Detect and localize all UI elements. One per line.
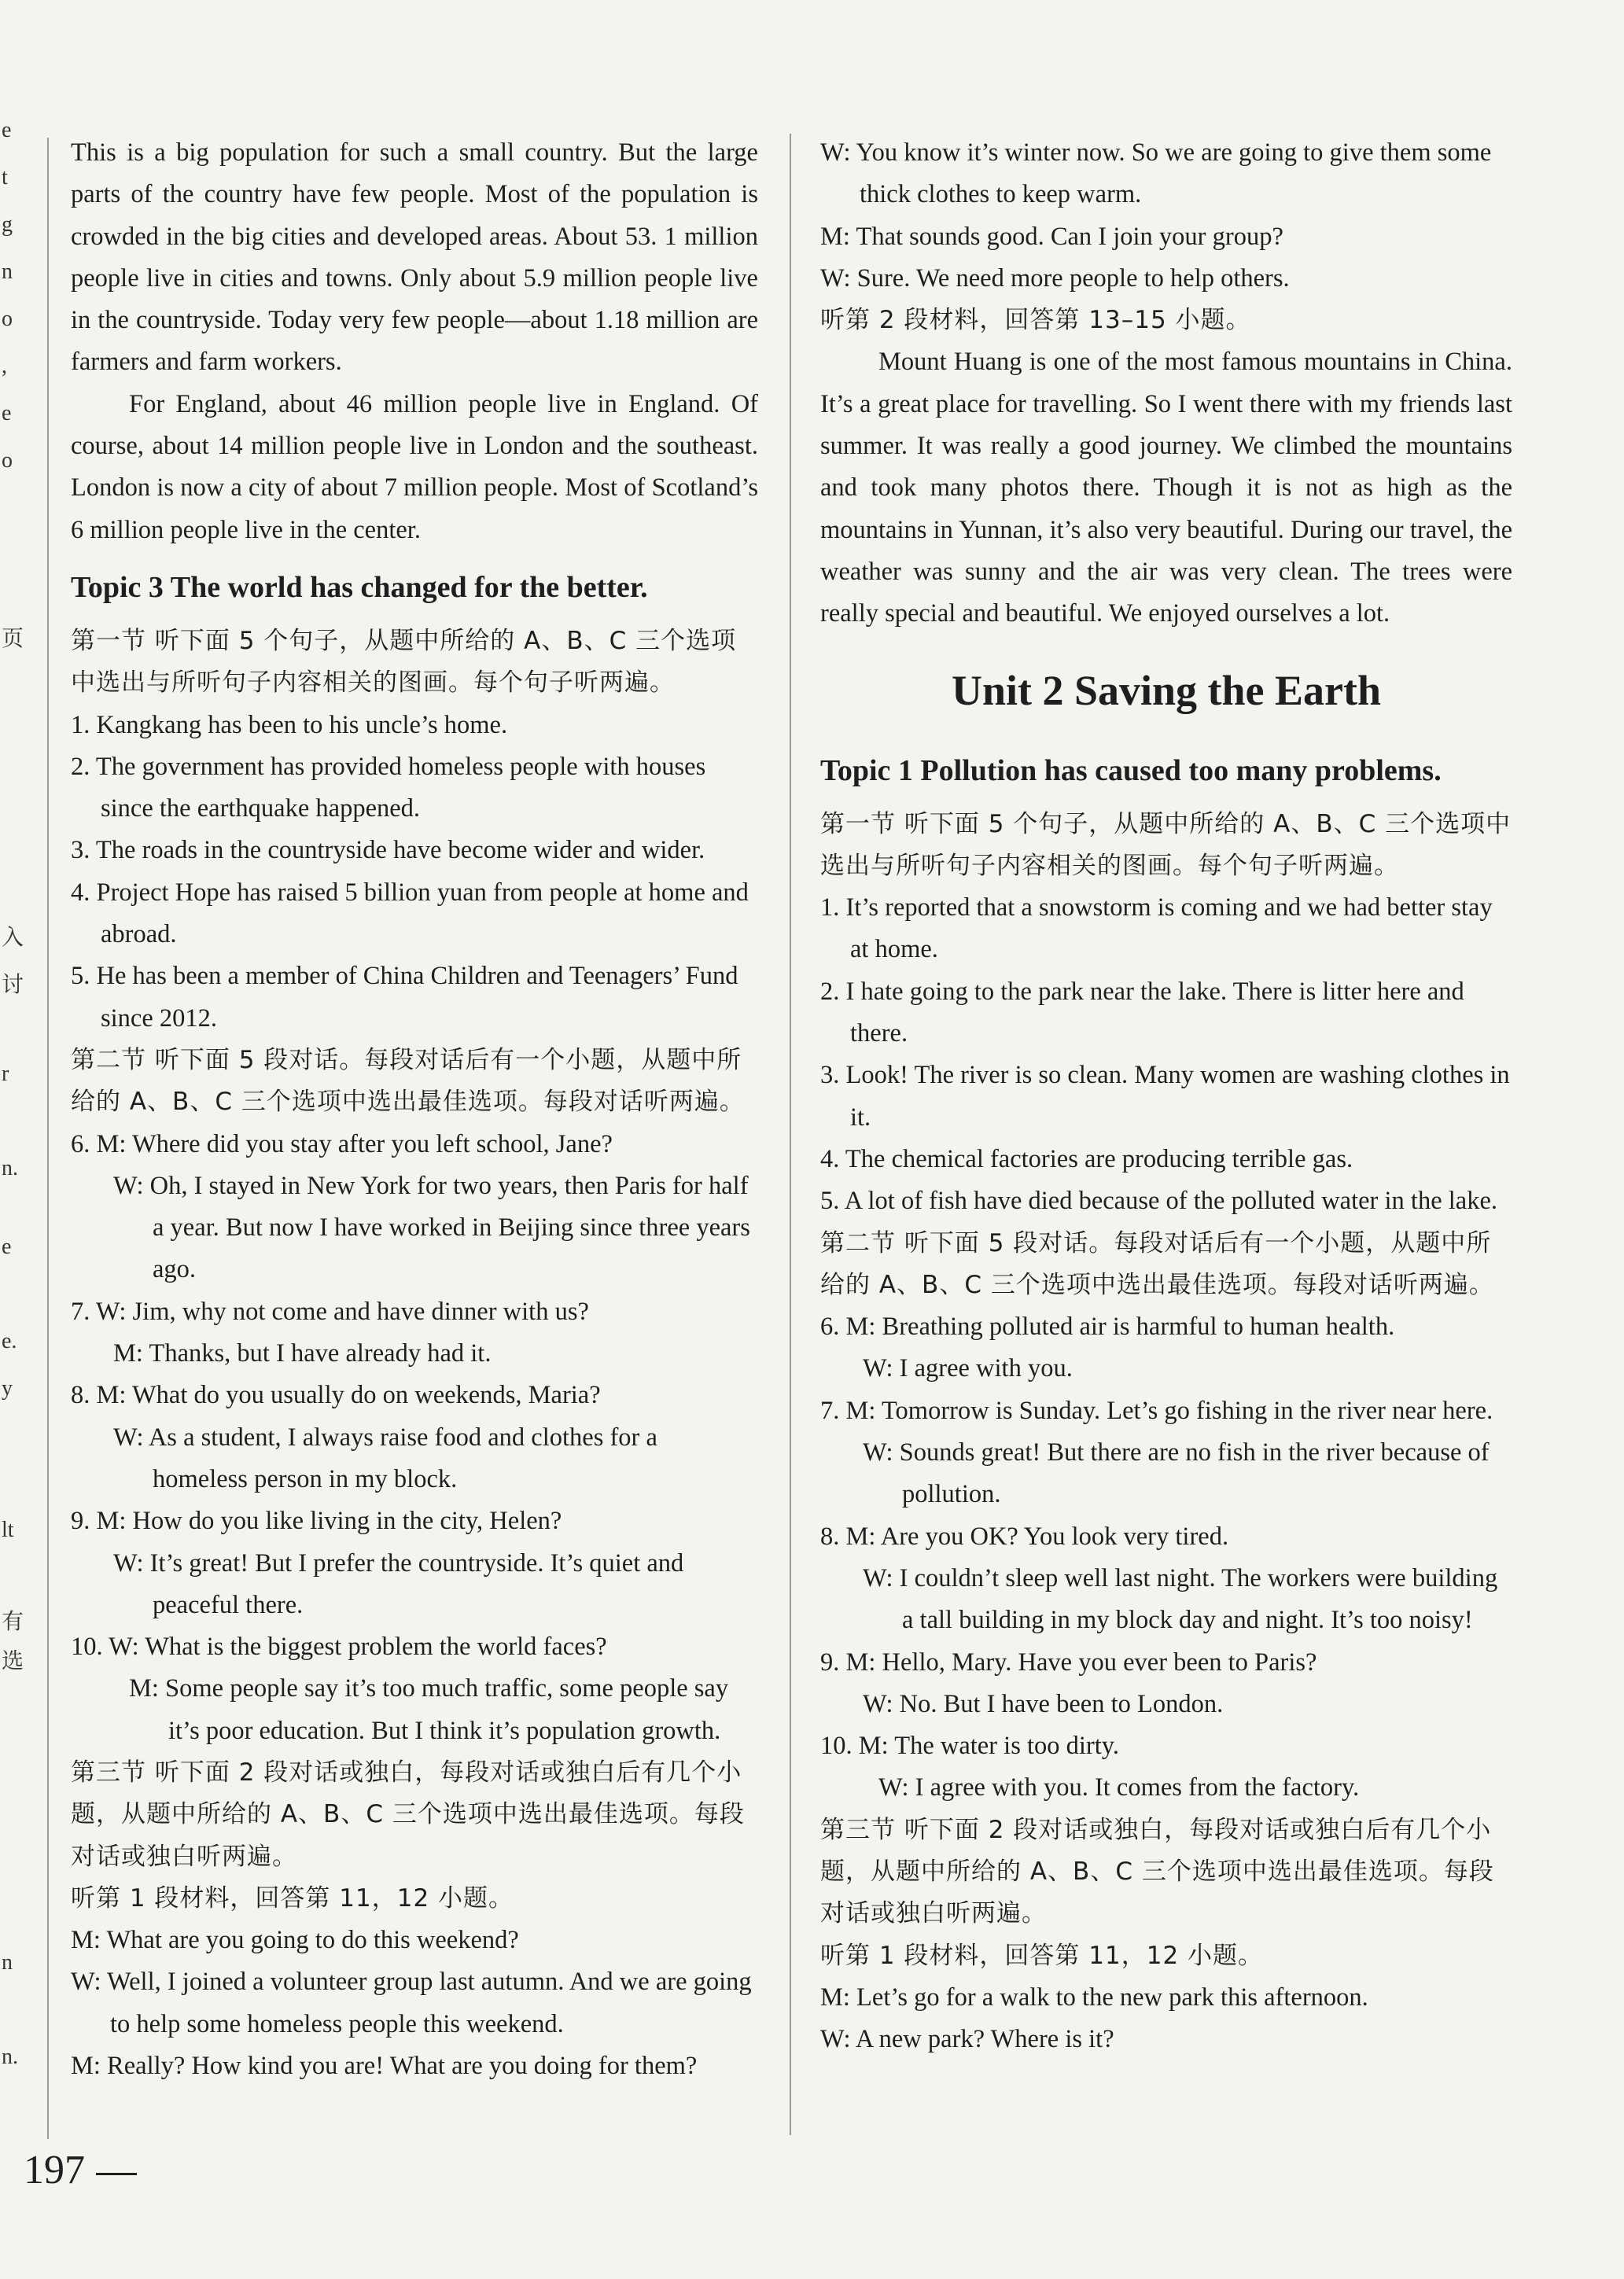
section-instruction: 第二节 听下面 5 段对话。每段对话后有一个小题，从题中所给的 A、B、C 三个选项中选出最佳选项。每段对话听两遍。: [71, 1045, 745, 1117]
edge-fragment: o: [2, 307, 13, 331]
section-instruction: 第三节 听下面 2 段对话或独白，每段对话或独白后有几个小题，从题中所给的 A、B、C 三个选项中选出最佳选项。每段对话或独白听两遍。: [820, 1815, 1494, 1928]
edge-fragment: e: [2, 118, 12, 142]
edge-fragment: 有: [2, 1610, 24, 1634]
edge-fragment: ,: [2, 354, 7, 378]
edge-fragment: 页: [2, 627, 24, 651]
unit-heading: Unit 2 Saving the Earth: [951, 666, 1382, 714]
right-column: [820, 132, 1512, 2060]
dialogue-line: M: Really? How kind you are! What are you doing for them?: [71, 2052, 698, 2081]
edge-fragment: lt: [2, 1518, 14, 1542]
section-instruction: 听第 1 段材料，回答第 11，12 小题。: [71, 1883, 514, 1913]
edge-fragment: n.: [2, 1156, 18, 1180]
dialogue-line: W: Sure. We need more people to help others.: [820, 263, 1290, 293]
dialogue-reply: W: As a student, I always raise food and clothes for a homeless person in my block.: [113, 1423, 657, 1493]
question-item: 1. It’s reported that a snowstorm is coming and we had better stay at home.: [820, 893, 1493, 964]
dialogue-line: M: Let’s go for a walk to the new park this afternoon.: [820, 1983, 1368, 2012]
question-item: 3. Look! The river is so clean. Many women are washing clothes in it.: [820, 1061, 1510, 1132]
question-item: 7. M: Tomorrow is Sunday. Let’s go fishing in the river near here.: [820, 1396, 1493, 1425]
question-item: 6. M: Breathing polluted air is harmful to human health.: [820, 1313, 1395, 1342]
section-instruction: 第三节 听下面 2 段对话或独白，每段对话或独白后有几个小题，从题中所给的 A、B、C 三个选项中选出最佳选项。每段对话或独白听两遍。: [71, 1758, 745, 1871]
question-item: 3. The roads in the countryside have become wider and wider.: [71, 836, 705, 865]
dialogue-reply: W: I agree with you.: [863, 1354, 1073, 1383]
dialogue-line: W: Well, I joined a volunteer group last autumn. And we are going to help some homeless people this weekend.: [71, 1968, 752, 2038]
question-item: 5. A lot of fish have died because of the polluted water in the lake.: [820, 1187, 1497, 1216]
left-margin-rule: [47, 138, 49, 2139]
question-item: 5. He has been a member of China Children and Teenagers’ Fund since 2012.: [71, 962, 738, 1033]
edge-fragment: 讨: [2, 973, 24, 997]
dialogue-reply: W: I agree with you. It comes from the factory.: [878, 1773, 1360, 1802]
page-number-dash: [96, 2173, 137, 2175]
paragraph: For England, about 46 million people live in England. Of course, about 14 million people live in London and the southeast. London is now a city of about 7 million people. Most of Scotland’s 6 million people live in the center.: [71, 389, 758, 544]
edge-fragment: g: [2, 212, 13, 237]
paragraph: This is a big population for such a small country. But the large parts of the country have few people. Most of the population is crowded in the big cities and developed areas. About 53. 1 million people live in cities and towns. Only about 5.9 million people live in the countryside. Today very few people—about 1.18 million are farmers and farm workers.: [71, 138, 758, 377]
paragraph: Mount Huang is one of the most famous mountains in China. It’s a great place for travelling. So I went there with my friends last summer. It was really a good journey. We climbed the mountains and took many photos there. Though it is not as high as the mountains in Yunnan, it’s also very beautiful. During our travel, the weather was sunny and the air was very clean. The trees were really special and beautiful. We enjoyed ourselves a lot.: [820, 348, 1512, 628]
dialogue-reply: W: No. But I have been to London.: [863, 1689, 1224, 1718]
left-column: [71, 132, 758, 2087]
edge-fragment: n: [2, 260, 13, 284]
topic-heading: Topic 3 The world has changed for the better.: [71, 570, 648, 604]
edge-fragment: t: [2, 165, 8, 190]
question-item: 4. Project Hope has raised 5 billion yuan from people at home and abroad.: [71, 878, 749, 949]
dialogue-line: M: What are you going to do this weekend?: [71, 1926, 519, 1955]
dialogue-line: W: You know it’s winter now. So we are going to give them some thick clothes to keep warm.: [820, 138, 1492, 209]
question-item: 8. M: Are you OK? You look very tired.: [820, 1522, 1229, 1551]
question-item: 7. W: Jim, why not come and have dinner with us?: [71, 1297, 589, 1326]
left-edge-cropped-text: [0, 118, 31, 2131]
edge-fragment: e.: [2, 1329, 17, 1353]
edge-fragment: e: [2, 401, 12, 425]
section-instruction: 第一节 听下面 5 个句子，从题中所给的 A、B、C 三个选项中选出与所听句子内容相关的图画。每个句子听两遍。: [71, 626, 737, 698]
dialogue-reply: M: Some people say it’s too much traffic, some people say it’s poor education. But I think it’s population growth.: [129, 1674, 729, 1745]
section-instruction: 听第 1 段材料，回答第 11，12 小题。: [820, 1941, 1264, 1970]
question-item: 10. W: What is the biggest problem the world faces?: [71, 1633, 607, 1662]
question-item: 6. M: Where did you stay after you left school, Jane?: [71, 1129, 613, 1158]
question-item: 10. M: The water is too dirty.: [820, 1732, 1120, 1761]
dialogue-reply: W: I couldn’t sleep well last night. The workers were building a tall building in my block day and night. It’s too noisy!: [863, 1563, 1498, 1635]
question-item: 2. I hate going to the park near the lake. There is litter here and there.: [820, 977, 1464, 1048]
edge-fragment: y: [2, 1376, 13, 1401]
column-divider: [790, 134, 791, 2135]
edge-fragment: 选: [2, 1649, 24, 1673]
edge-fragment: 入: [2, 926, 24, 950]
edge-fragment: e: [2, 1235, 12, 1259]
topic-heading: Topic 1 Pollution has caused too many problems.: [820, 753, 1442, 787]
dialogue-reply: M: Thanks, but I have already had it.: [113, 1339, 492, 1368]
section-instruction: 听第 2 段材料，回答第 13–15 小题。: [820, 306, 1251, 335]
question-item: 9. M: How do you like living in the city, Helen?: [71, 1507, 562, 1536]
edge-fragment: o: [2, 448, 13, 473]
edge-fragment: n.: [2, 2045, 18, 2069]
dialogue-reply: W: It’s great! But I prefer the countryside. It’s quiet and peaceful there.: [113, 1548, 684, 1619]
question-item: 2. The government has provided homeless people with houses since the earthquake happened.: [71, 752, 706, 823]
dialogue-reply: W: Sounds great! But there are no fish in the river because of pollution.: [863, 1438, 1490, 1509]
dialogue-reply: W: Oh, I stayed in New York for two years, then Paris for half a year. But now I have worked in Beijing since three years ago.: [113, 1171, 750, 1284]
question-item: 9. M: Hello, Mary. Have you ever been to Paris?: [820, 1648, 1317, 1677]
dialogue-line: M: That sounds good. Can I join your group?: [820, 222, 1283, 251]
page-number: 197: [24, 2148, 85, 2192]
section-instruction: 第一节 听下面 5 个句子，从题中所给的 A、B、C 三个选项中选出与所听句子内容相关的图画。每个句子听两遍。: [820, 809, 1512, 880]
edge-fragment: r: [2, 1062, 9, 1086]
section-instruction: 第二节 听下面 5 段对话。每段对话后有一个小题，从题中所给的 A、B、C 三个选项中选出最佳选项。每段对话听两遍。: [820, 1228, 1494, 1299]
dialogue-line: W: A new park? Where is it?: [820, 2025, 1114, 2054]
question-item: 8. M: What do you usually do on weekends, Maria?: [71, 1381, 601, 1410]
question-item: 4. The chemical factories are producing terrible gas.: [820, 1144, 1353, 1173]
question-item: 1. Kangkang has been to his uncle’s home.: [71, 710, 508, 739]
edge-fragment: n: [2, 1950, 13, 1975]
